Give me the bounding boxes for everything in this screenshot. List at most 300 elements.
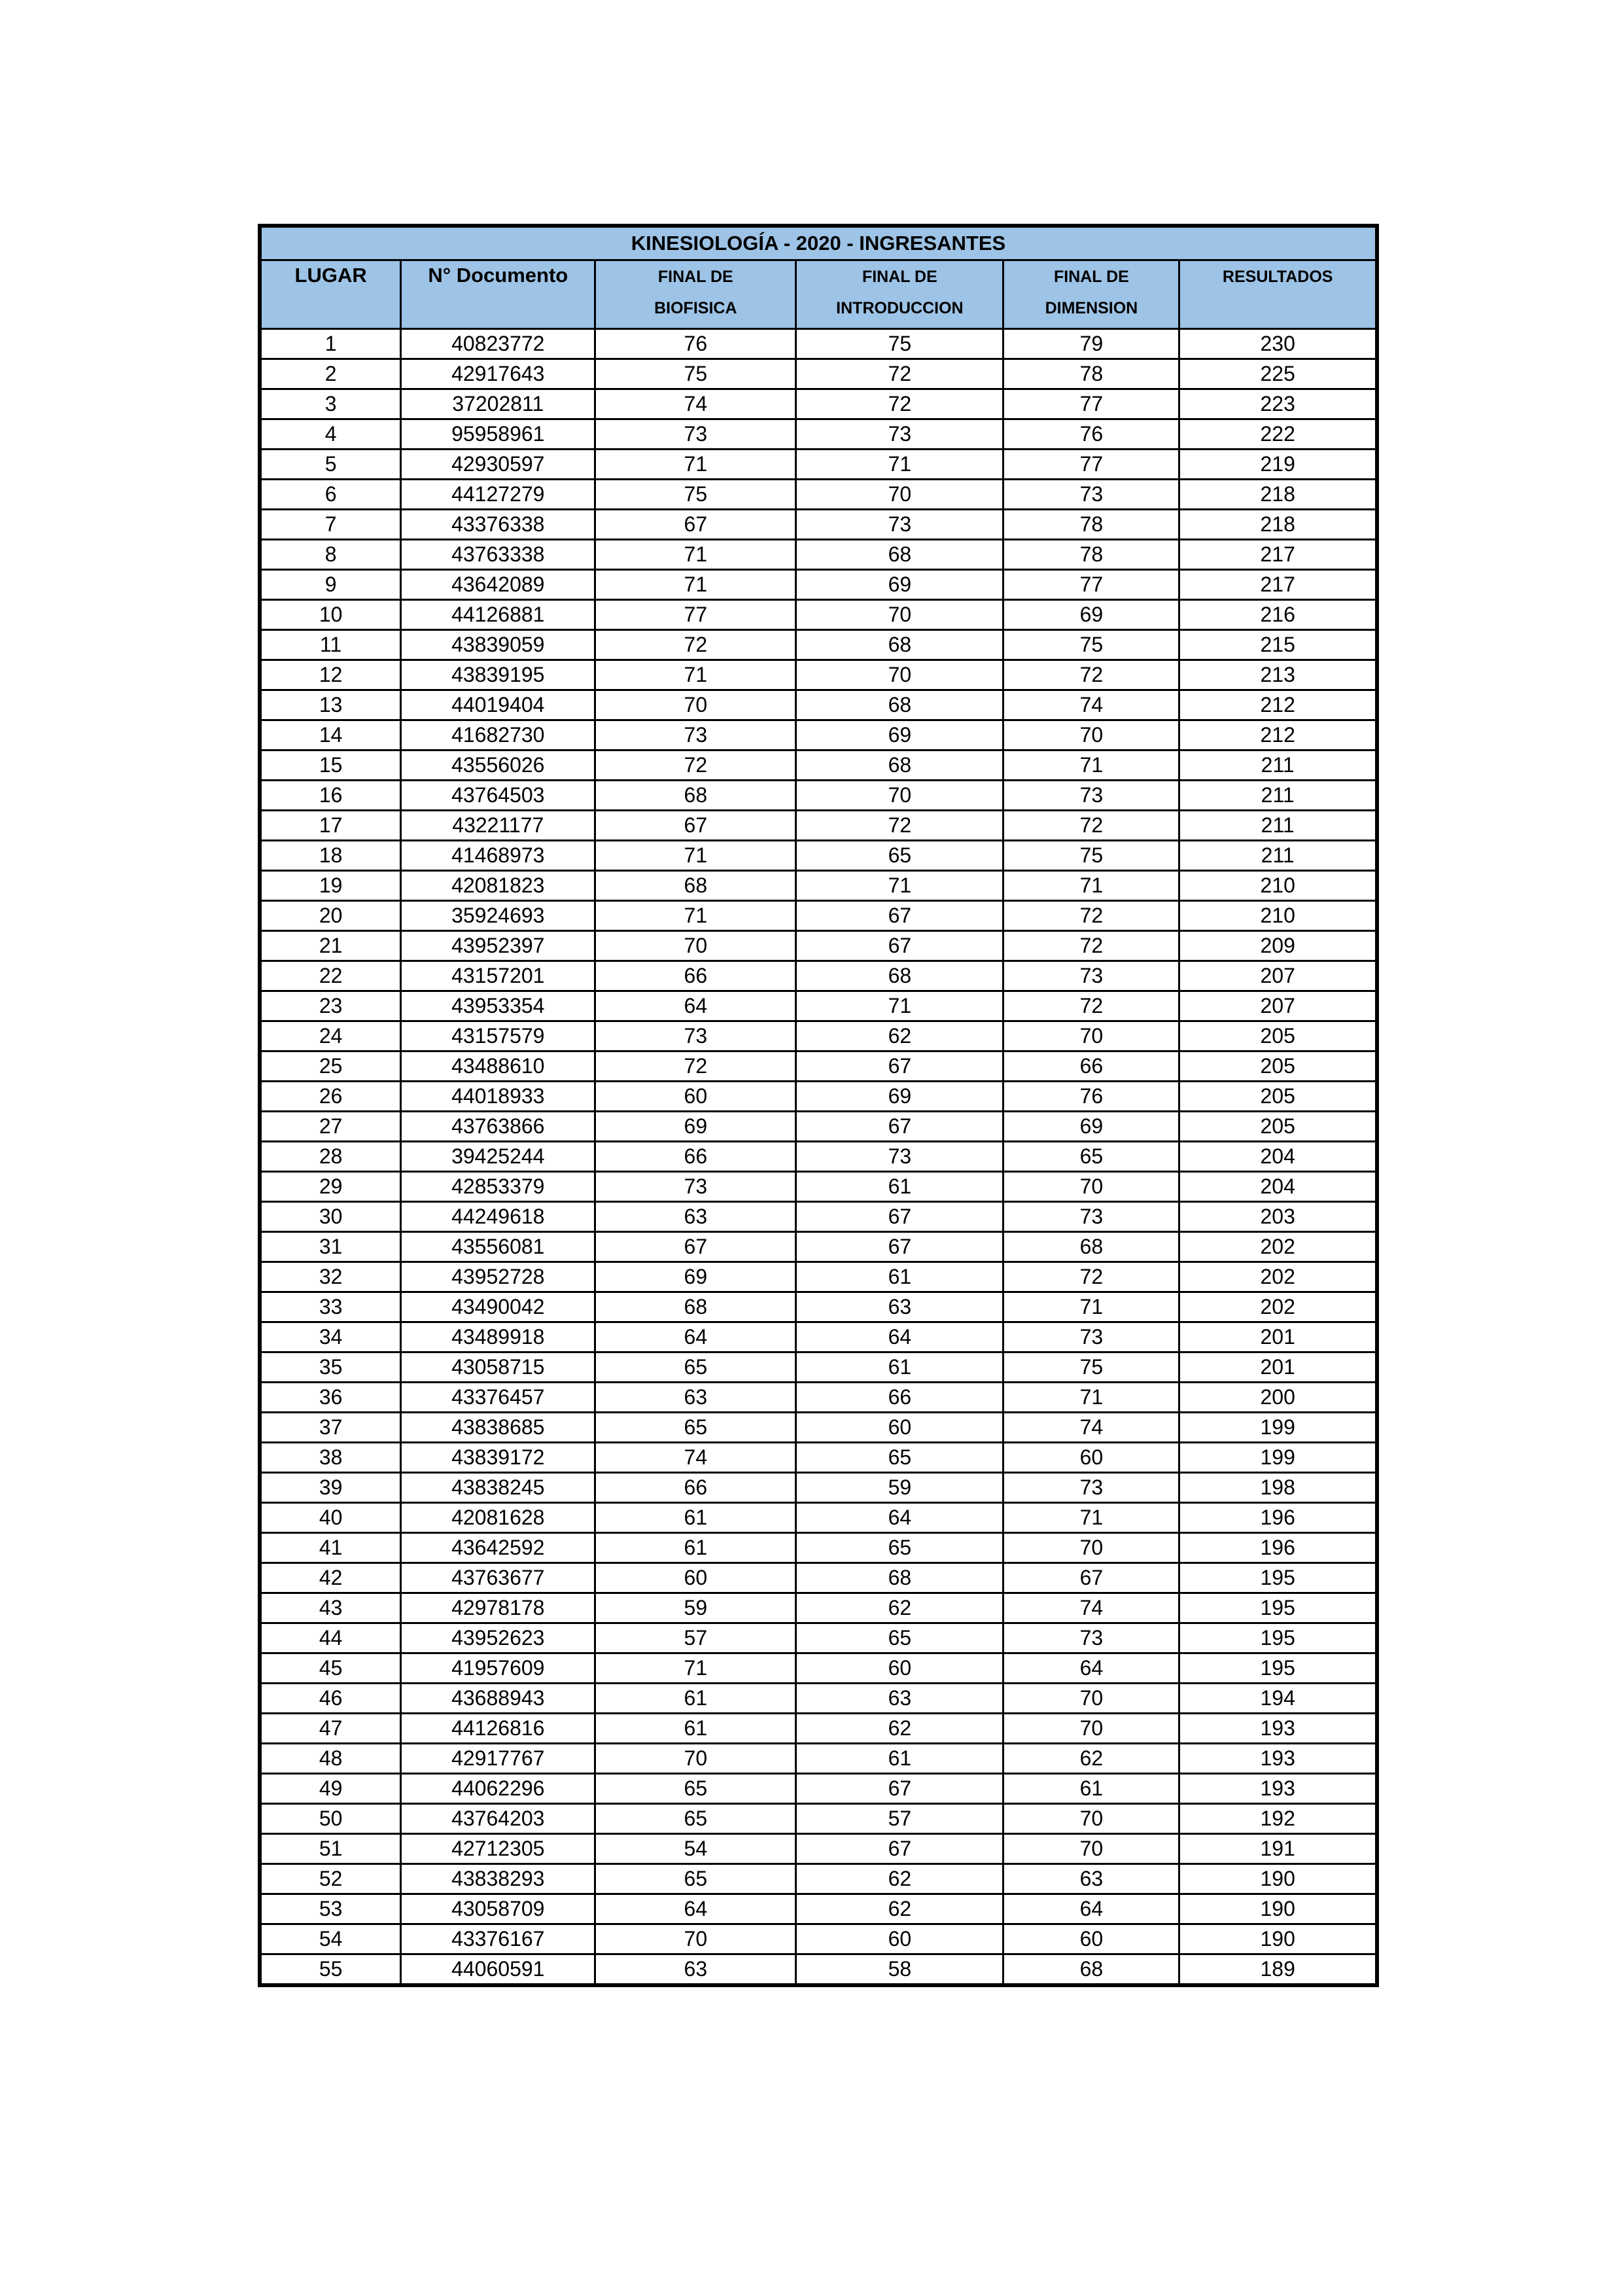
biofisica-cell: 66 (595, 1473, 796, 1503)
dimension-cell: 70 (1003, 1804, 1179, 1834)
introduccion-cell: 68 (796, 751, 1003, 781)
resultado-cell: 202 (1179, 1262, 1377, 1292)
documento-cell: 42917643 (401, 359, 595, 389)
introduccion-cell: 67 (796, 1112, 1003, 1142)
table-row (260, 1443, 1377, 1473)
dimension-cell: 72 (1003, 901, 1179, 931)
table-row (260, 630, 1377, 660)
introduccion-cell: 73 (796, 1142, 1003, 1172)
lugar-cell: 10 (260, 600, 401, 630)
introduccion-cell: 67 (796, 1051, 1003, 1082)
introduccion-cell: 66 (796, 1383, 1003, 1413)
introduccion-cell: 61 (796, 1352, 1003, 1383)
lugar-cell: 51 (260, 1834, 401, 1864)
introduccion-cell: 68 (796, 690, 1003, 720)
table-row (260, 1202, 1377, 1232)
resultado-cell: 196 (1179, 1533, 1377, 1563)
lugar-cell: 22 (260, 961, 401, 991)
resultado-cell: 213 (1179, 660, 1377, 690)
table-row (260, 359, 1377, 389)
documento-cell: 44126881 (401, 600, 595, 630)
resultado-cell: 211 (1179, 781, 1377, 811)
lugar-cell: 30 (260, 1202, 401, 1232)
lugar-cell: 9 (260, 570, 401, 600)
dimension-cell: 71 (1003, 751, 1179, 781)
resultado-cell: 210 (1179, 871, 1377, 901)
biofisica-cell: 76 (595, 329, 796, 359)
resultado-cell: 195 (1179, 1623, 1377, 1653)
documento-cell: 44062296 (401, 1774, 595, 1804)
introduccion-cell: 62 (796, 1894, 1003, 1924)
table-row (260, 931, 1377, 961)
documento-cell: 44019404 (401, 690, 595, 720)
table-row (260, 1804, 1377, 1834)
table-row (260, 1082, 1377, 1112)
lugar-cell: 53 (260, 1894, 401, 1924)
documento-cell: 43839195 (401, 660, 595, 690)
documento-cell: 42081628 (401, 1503, 595, 1533)
biofisica-cell: 57 (595, 1623, 796, 1653)
resultado-cell: 219 (1179, 450, 1377, 480)
documento-cell: 43839059 (401, 630, 595, 660)
table-body (260, 329, 1377, 1986)
biofisica-cell: 73 (595, 1021, 796, 1051)
resultado-cell: 215 (1179, 630, 1377, 660)
resultado-cell: 201 (1179, 1352, 1377, 1383)
documento-cell: 42712305 (401, 1834, 595, 1864)
resultado-cell: 211 (1179, 841, 1377, 871)
header-resultados: RESULTADOS (1179, 260, 1377, 329)
biofisica-cell: 66 (595, 1142, 796, 1172)
documento-cell: 42978178 (401, 1593, 595, 1623)
documento-cell: 43952728 (401, 1262, 595, 1292)
dimension-cell: 70 (1003, 720, 1179, 751)
resultado-cell: 202 (1179, 1232, 1377, 1262)
introduccion-cell: 59 (796, 1473, 1003, 1503)
biofisica-cell: 74 (595, 1443, 796, 1473)
introduccion-cell: 68 (796, 630, 1003, 660)
documento-cell: 43157201 (401, 961, 595, 991)
resultado-cell: 190 (1179, 1924, 1377, 1954)
lugar-cell: 20 (260, 901, 401, 931)
dimension-cell: 77 (1003, 389, 1179, 419)
introduccion-cell: 65 (796, 841, 1003, 871)
documento-cell: 43838685 (401, 1413, 595, 1443)
lugar-cell: 31 (260, 1232, 401, 1262)
resultado-cell: 194 (1179, 1684, 1377, 1714)
introduccion-cell: 67 (796, 901, 1003, 931)
documento-cell: 43763677 (401, 1563, 595, 1593)
documento-cell: 42930597 (401, 450, 595, 480)
biofisica-cell: 74 (595, 389, 796, 419)
dimension-cell: 64 (1003, 1653, 1179, 1684)
dimension-cell: 60 (1003, 1443, 1179, 1473)
lugar-cell: 25 (260, 1051, 401, 1082)
resultado-cell: 216 (1179, 600, 1377, 630)
lugar-cell: 39 (260, 1473, 401, 1503)
table-row (260, 1322, 1377, 1352)
dimension-cell: 64 (1003, 1894, 1179, 1924)
lugar-cell: 48 (260, 1744, 401, 1774)
lugar-cell: 26 (260, 1082, 401, 1112)
introduccion-cell: 61 (796, 1262, 1003, 1292)
biofisica-cell: 73 (595, 419, 796, 450)
resultado-cell: 195 (1179, 1653, 1377, 1684)
table-row (260, 1051, 1377, 1082)
lugar-cell: 2 (260, 359, 401, 389)
lugar-cell: 18 (260, 841, 401, 871)
table-title: KINESIOLOGÍA - 2020 - INGRESANTES (260, 226, 1377, 260)
table-row (260, 419, 1377, 450)
biofisica-cell: 59 (595, 1593, 796, 1623)
resultado-cell: 192 (1179, 1804, 1377, 1834)
biofisica-cell: 77 (595, 600, 796, 630)
documento-cell: 95958961 (401, 419, 595, 450)
introduccion-cell: 73 (796, 510, 1003, 540)
table-row (260, 690, 1377, 720)
resultado-cell: 212 (1179, 690, 1377, 720)
table-row (260, 1774, 1377, 1804)
dimension-cell: 73 (1003, 1623, 1179, 1653)
table-row (260, 1352, 1377, 1383)
documento-cell: 41957609 (401, 1653, 595, 1684)
table-row (260, 1503, 1377, 1533)
lugar-cell: 23 (260, 991, 401, 1021)
introduccion-cell: 67 (796, 1232, 1003, 1262)
biofisica-cell: 75 (595, 480, 796, 510)
lugar-cell: 33 (260, 1292, 401, 1322)
dimension-cell: 75 (1003, 841, 1179, 871)
dimension-cell: 72 (1003, 1262, 1179, 1292)
dimension-cell: 76 (1003, 1082, 1179, 1112)
documento-cell: 42081823 (401, 871, 595, 901)
dimension-cell: 71 (1003, 1292, 1179, 1322)
resultado-cell: 199 (1179, 1413, 1377, 1443)
documento-cell: 43839172 (401, 1443, 595, 1473)
table-row (260, 1383, 1377, 1413)
lugar-cell: 38 (260, 1443, 401, 1473)
introduccion-cell: 72 (796, 359, 1003, 389)
table-row (260, 991, 1377, 1021)
documento-cell: 41468973 (401, 841, 595, 871)
table-row (260, 1714, 1377, 1744)
biofisica-cell: 70 (595, 690, 796, 720)
documento-cell: 43764203 (401, 1804, 595, 1834)
table-row (260, 811, 1377, 841)
dimension-cell: 67 (1003, 1563, 1179, 1593)
introduccion-cell: 67 (796, 1202, 1003, 1232)
table-row (260, 1864, 1377, 1894)
table-row (260, 1142, 1377, 1172)
dimension-cell: 73 (1003, 781, 1179, 811)
table-row (260, 329, 1377, 359)
dimension-cell: 72 (1003, 811, 1179, 841)
introduccion-cell: 65 (796, 1533, 1003, 1563)
documento-cell: 44249618 (401, 1202, 595, 1232)
dimension-cell: 74 (1003, 1413, 1179, 1443)
documento-cell: 35924693 (401, 901, 595, 931)
resultado-cell: 210 (1179, 901, 1377, 931)
table-row (260, 720, 1377, 751)
dimension-cell: 65 (1003, 1142, 1179, 1172)
documento-cell: 43058709 (401, 1894, 595, 1924)
table-row (260, 1533, 1377, 1563)
introduccion-cell: 69 (796, 570, 1003, 600)
documento-cell: 43763338 (401, 540, 595, 570)
biofisica-cell: 65 (595, 1864, 796, 1894)
documento-cell: 41682730 (401, 720, 595, 751)
lugar-cell: 12 (260, 660, 401, 690)
lugar-cell: 7 (260, 510, 401, 540)
resultado-cell: 202 (1179, 1292, 1377, 1322)
introduccion-cell: 67 (796, 1774, 1003, 1804)
lugar-cell: 6 (260, 480, 401, 510)
introduccion-cell: 63 (796, 1292, 1003, 1322)
resultado-cell: 204 (1179, 1142, 1377, 1172)
dimension-cell: 61 (1003, 1774, 1179, 1804)
table-row (260, 901, 1377, 931)
introduccion-cell: 60 (796, 1924, 1003, 1954)
header-row (260, 260, 1377, 329)
resultado-cell: 189 (1179, 1954, 1377, 1986)
dimension-cell: 77 (1003, 570, 1179, 600)
lugar-cell: 40 (260, 1503, 401, 1533)
biofisica-cell: 61 (595, 1714, 796, 1744)
introduccion-cell: 72 (796, 389, 1003, 419)
lugar-cell: 47 (260, 1714, 401, 1744)
table-row (260, 1593, 1377, 1623)
dimension-cell: 74 (1003, 1593, 1179, 1623)
biofisica-cell: 65 (595, 1774, 796, 1804)
biofisica-cell: 71 (595, 450, 796, 480)
dimension-cell: 70 (1003, 1714, 1179, 1744)
biofisica-cell: 65 (595, 1804, 796, 1834)
resultado-cell: 222 (1179, 419, 1377, 450)
resultado-cell: 204 (1179, 1172, 1377, 1202)
dimension-cell: 72 (1003, 931, 1179, 961)
introduccion-cell: 61 (796, 1744, 1003, 1774)
documento-cell: 42853379 (401, 1172, 595, 1202)
lugar-cell: 55 (260, 1954, 401, 1986)
resultado-cell: 203 (1179, 1202, 1377, 1232)
dimension-cell: 71 (1003, 1503, 1179, 1533)
dimension-cell: 73 (1003, 480, 1179, 510)
biofisica-cell: 71 (595, 841, 796, 871)
dimension-cell: 70 (1003, 1684, 1179, 1714)
dimension-cell: 73 (1003, 961, 1179, 991)
documento-cell: 43556026 (401, 751, 595, 781)
introduccion-cell: 73 (796, 419, 1003, 450)
biofisica-cell: 70 (595, 1924, 796, 1954)
lugar-cell: 36 (260, 1383, 401, 1413)
lugar-cell: 16 (260, 781, 401, 811)
table-row (260, 389, 1377, 419)
lugar-cell: 45 (260, 1653, 401, 1684)
introduccion-cell: 70 (796, 781, 1003, 811)
lugar-cell: 8 (260, 540, 401, 570)
documento-cell: 44127279 (401, 480, 595, 510)
introduccion-cell: 68 (796, 1563, 1003, 1593)
biofisica-cell: 70 (595, 1744, 796, 1774)
introduccion-cell: 70 (796, 480, 1003, 510)
documento-cell: 43642089 (401, 570, 595, 600)
table-row (260, 1563, 1377, 1593)
lugar-cell: 49 (260, 1774, 401, 1804)
dimension-cell: 70 (1003, 1834, 1179, 1864)
biofisica-cell: 68 (595, 871, 796, 901)
table-row (260, 1924, 1377, 1954)
table-row (260, 1112, 1377, 1142)
table-row (260, 1744, 1377, 1774)
resultado-cell: 205 (1179, 1082, 1377, 1112)
lugar-cell: 44 (260, 1623, 401, 1653)
introduccion-cell: 70 (796, 660, 1003, 690)
lugar-cell: 42 (260, 1563, 401, 1593)
documento-cell: 37202811 (401, 389, 595, 419)
resultado-cell: 191 (1179, 1834, 1377, 1864)
biofisica-cell: 67 (595, 811, 796, 841)
biofisica-cell: 72 (595, 630, 796, 660)
introduccion-cell: 62 (796, 1714, 1003, 1744)
lugar-cell: 41 (260, 1533, 401, 1563)
biofisica-cell: 63 (595, 1954, 796, 1986)
header-documento: N° Documento (401, 260, 595, 329)
dimension-cell: 68 (1003, 1954, 1179, 1986)
lugar-cell: 4 (260, 419, 401, 450)
resultado-cell: 193 (1179, 1744, 1377, 1774)
dimension-cell: 77 (1003, 450, 1179, 480)
documento-cell: 43688943 (401, 1684, 595, 1714)
resultado-cell: 190 (1179, 1894, 1377, 1924)
lugar-cell: 37 (260, 1413, 401, 1443)
biofisica-cell: 72 (595, 751, 796, 781)
introduccion-cell: 69 (796, 720, 1003, 751)
biofisica-cell: 69 (595, 1262, 796, 1292)
resultado-cell: 193 (1179, 1714, 1377, 1744)
biofisica-cell: 68 (595, 1292, 796, 1322)
documento-cell: 43556081 (401, 1232, 595, 1262)
biofisica-cell: 60 (595, 1082, 796, 1112)
documento-cell: 43642592 (401, 1533, 595, 1563)
table-row (260, 1172, 1377, 1202)
header-lugar: LUGAR (260, 260, 401, 329)
table-row (260, 600, 1377, 630)
biofisica-cell: 64 (595, 1894, 796, 1924)
biofisica-cell: 73 (595, 1172, 796, 1202)
lugar-cell: 43 (260, 1593, 401, 1623)
dimension-cell: 70 (1003, 1172, 1179, 1202)
introduccion-cell: 65 (796, 1443, 1003, 1473)
biofisica-cell: 71 (595, 540, 796, 570)
lugar-cell: 17 (260, 811, 401, 841)
table-row (260, 1954, 1377, 1986)
lugar-cell: 54 (260, 1924, 401, 1954)
biofisica-cell: 71 (595, 1653, 796, 1684)
resultado-cell: 207 (1179, 991, 1377, 1021)
table-row (260, 1623, 1377, 1653)
documento-cell: 43376338 (401, 510, 595, 540)
dimension-cell: 68 (1003, 1232, 1179, 1262)
lugar-cell: 15 (260, 751, 401, 781)
dimension-cell: 76 (1003, 419, 1179, 450)
lugar-cell: 24 (260, 1021, 401, 1051)
introduccion-cell: 62 (796, 1593, 1003, 1623)
biofisica-cell: 71 (595, 570, 796, 600)
introduccion-cell: 68 (796, 540, 1003, 570)
dimension-cell: 79 (1003, 329, 1179, 359)
resultado-cell: 218 (1179, 480, 1377, 510)
header-final-biofisica: FINAL DE BIOFISICA (595, 260, 796, 329)
table-row (260, 1653, 1377, 1684)
resultado-cell: 201 (1179, 1322, 1377, 1352)
resultado-cell: 207 (1179, 961, 1377, 991)
lugar-cell: 11 (260, 630, 401, 660)
biofisica-cell: 61 (595, 1533, 796, 1563)
results-table (258, 224, 1379, 1987)
biofisica-cell: 64 (595, 1322, 796, 1352)
resultado-cell: 199 (1179, 1443, 1377, 1473)
resultado-cell: 205 (1179, 1112, 1377, 1142)
header-final-introduccion: FINAL DE INTRODUCCION (796, 260, 1003, 329)
table-row (260, 1894, 1377, 1924)
documento-cell: 43838245 (401, 1473, 595, 1503)
biofisica-cell: 66 (595, 961, 796, 991)
introduccion-cell: 75 (796, 329, 1003, 359)
introduccion-cell: 71 (796, 991, 1003, 1021)
lugar-cell: 52 (260, 1864, 401, 1894)
resultado-cell: 217 (1179, 570, 1377, 600)
documento-cell: 43952623 (401, 1623, 595, 1653)
lugar-cell: 32 (260, 1262, 401, 1292)
introduccion-cell: 71 (796, 450, 1003, 480)
dimension-cell: 75 (1003, 1352, 1179, 1383)
resultado-cell: 225 (1179, 359, 1377, 389)
dimension-cell: 69 (1003, 1112, 1179, 1142)
dimension-cell: 69 (1003, 600, 1179, 630)
introduccion-cell: 57 (796, 1804, 1003, 1834)
introduccion-cell: 67 (796, 931, 1003, 961)
introduccion-cell: 64 (796, 1322, 1003, 1352)
table-row (260, 961, 1377, 991)
documento-cell: 43490042 (401, 1292, 595, 1322)
dimension-cell: 75 (1003, 630, 1179, 660)
introduccion-cell: 60 (796, 1653, 1003, 1684)
resultado-cell: 212 (1179, 720, 1377, 751)
table-row (260, 480, 1377, 510)
resultado-cell: 205 (1179, 1021, 1377, 1051)
dimension-cell: 78 (1003, 359, 1179, 389)
resultado-cell: 198 (1179, 1473, 1377, 1503)
documento-cell: 44126816 (401, 1714, 595, 1744)
biofisica-cell: 67 (595, 1232, 796, 1262)
documento-cell: 42917767 (401, 1744, 595, 1774)
lugar-cell: 34 (260, 1322, 401, 1352)
documento-cell: 43952397 (401, 931, 595, 961)
biofisica-cell: 63 (595, 1202, 796, 1232)
resultado-cell: 200 (1179, 1383, 1377, 1413)
biofisica-cell: 70 (595, 931, 796, 961)
dimension-cell: 78 (1003, 540, 1179, 570)
biofisica-cell: 67 (595, 510, 796, 540)
lugar-cell: 5 (260, 450, 401, 480)
table-row (260, 540, 1377, 570)
dimension-cell: 72 (1003, 660, 1179, 690)
table-row (260, 1684, 1377, 1714)
introduccion-cell: 63 (796, 1684, 1003, 1714)
dimension-cell: 74 (1003, 690, 1179, 720)
biofisica-cell: 64 (595, 991, 796, 1021)
table-row (260, 1232, 1377, 1262)
